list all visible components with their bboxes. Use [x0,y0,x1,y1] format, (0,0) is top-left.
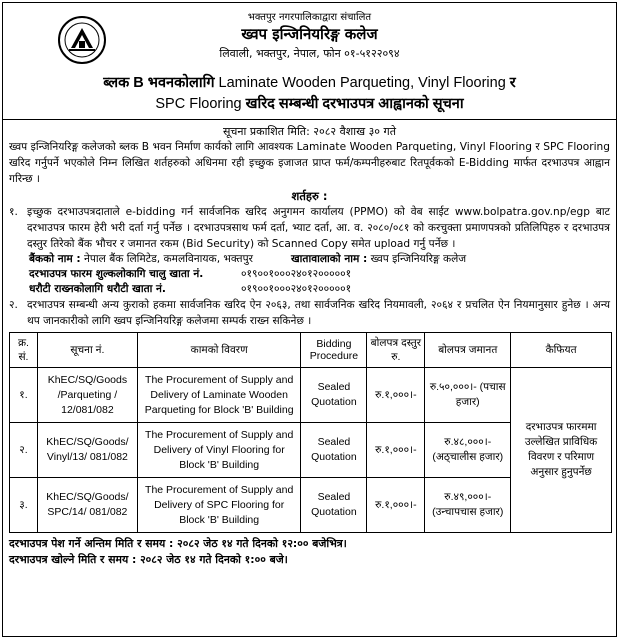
condition-item [3,297,616,329]
cell-description: The Procurement of Supply and Delivery of Laminate Wooden Parqueting for Block 'B' Building [137,368,301,423]
bid-table [9,332,612,533]
cell-security: रु.४९,०००।- (उन्चापचास हजार) [425,478,511,533]
cell-fee: रु.१,०००।- [367,368,425,423]
fee-account-value: ०१९००१०००२४०१२०००००१ [241,268,352,280]
cell-notice-no: KhEC/SQ/Goods /Parqueting / 12/081/082 [37,368,137,423]
bank-label: बैंकको नाम : [29,253,81,265]
deposit-account-row [3,282,616,297]
title-line2-post: खरिद सम्बन्धी दरभाउपत्र आह्वानको सूचना [245,96,464,112]
cell-security: रु.४८,०००।- (अठ्चालीस हजार) [425,423,511,478]
fee-account-label: दरभाउपत्र फारम शुल्कलोकागि चालु खाता नं. [29,268,204,280]
col-remarks: कैफियत [511,333,612,368]
col-description: कामको विवरण [137,333,301,368]
cell-serial: १. [10,368,38,423]
condition-text: इच्छुक दरभाउपत्रदाताले e-bidding गर्न सार्वजनिक खरिद अनुगमन कार्यालय (PPMO) को वेब साईट www.bolpatra.gov.np/egp बाट दरभाउपत्र फारम हेरी भरी दर्ता गर्नु पर्नेछ । दरभाउपत्रसाथ फर्म दर्ता, भ्याट दर्ता, आ. व. २०८०/०८१ को करचुक्ता प्रमाणपत्रको प्रतिलिपिहरु र दरभाउपत्र दस्तुर तिरेको बैंक भौचर र जमानत रकम (Bid Security) को Scanned Copy समेत upload गर्नु पर्नेछ । [27,206,610,250]
col-security: बोलपत्र जमानत [425,333,511,368]
published-date: सूचना प्रकाशित मिति: २०८२ वैशाख ३० गते [223,125,396,138]
title-line1-post: र [509,75,516,91]
fee-account-row [3,267,616,282]
title-line1-en: Laminate Wooden Parqueting, Vinyl Flooring [218,75,506,91]
cell-procedure: Sealed Quotation [301,478,367,533]
bank-name-row [3,252,616,267]
table-header-row [10,333,612,368]
bank-value: नेपाल बैंक लिमिटेड, कमलविनायक, भक्तपुर [84,253,253,265]
col-notice-no: सूचना नं. [37,333,137,368]
deposit-account-value: ०१९००१०००२४०१२०००००१ [241,283,352,295]
condition-number: १. [9,206,18,218]
col-serial: क्र. सं. [10,333,38,368]
college-address: लिवाली, भक्तपुर, नेपाल, फोन ०१-५१२२०९४ [219,47,400,60]
deposit-account-label: धरौटी राख्नकोलागि धरौटी खाता नं. [29,283,166,295]
college-emblem-icon [57,15,107,65]
cell-fee: रु.१,०००।- [367,478,425,533]
col-procedure: Bidding Procedure [301,333,367,368]
intro-paragraph: ख्वप इन्जिनियरिङ्ग कलेजको ब्लक B भवन निर्माण कार्यको लागि आवश्यक Laminate Wooden Parqueting, Vinyl Flooring र SPC Flooring खरिद गर्नुपर्ने भएकोले निम्न लिखित शर्तहरुको अधिनमा रही इच्छुक इजाजत प्राप्त फर्म/कम्पनीहरुबाट रितपूर्वकको E-Bidding मार्फत दरभाउपत्र आह्वान गरिन्छ । [9,141,610,185]
cell-description: The Procurement of Supply and Delivery of SPC Flooring for Block 'B' Building [137,478,301,533]
submission-deadline: दरभाउपत्र पेश गर्ने अन्तिम मिति र समय : २०८२ जेठ १४ गते दिनको १२:०० बजेभित्र। [9,537,347,550]
account-holder-value: ख्वप इन्जिनियरिङ्ग कलेज [370,253,467,265]
title-divider [3,119,616,120]
cell-procedure: Sealed Quotation [301,368,367,423]
table-row [10,368,612,423]
cell-description: The Procurement of Supply and Delivery of Vinyl Flooring for Block 'B' Building [137,423,301,478]
cell-notice-no: KhEC/SQ/Goods/ SPC/14/ 081/082 [37,478,137,533]
header [3,9,616,73]
cell-procedure: Sealed Quotation [301,423,367,478]
notice-title [3,73,616,115]
col-fee: बोलपत्र दस्तुर रु. [367,333,425,368]
cell-serial: २. [10,423,38,478]
cell-remarks: दरभाउपत्र फारममा उल्लेखित प्राविधिक विवरण र परिमाण अनुसार हुनुपर्नेछ [511,368,612,533]
conditions-heading: शर्तहरु : [291,189,328,203]
supervision-line: भक्तपुर नगरपालिकाद्वारा संचालित [247,12,372,23]
cell-fee: रु.१,०००।- [367,423,425,478]
cell-security: रु.५०,०००।- (पचास हजार) [425,368,511,423]
condition-item [3,204,616,252]
opening-date: दरभाउपत्र खोल्ने मिति र समय : २०८२ जेठ १४ गते दिनको १:०० बजे। [9,553,288,566]
college-name: ख्वप इन्जिनियरिङ्ग कलेज [241,25,378,43]
title-line2-en: SPC Flooring [155,96,242,112]
title-line1-pre: ब्लक B भवनकोलागि [103,75,215,91]
account-holder-label: खातावालाको नाम : [291,253,368,265]
notice-page [2,2,617,637]
condition-number: २. [9,299,18,311]
condition-text: दरभाउपत्र सम्बन्धी अन्य कुराको हकमा सार्वजनिक खरिद ऐन २०६३, तथा सार्वजनिक खरिद नियमावली, २०६४ र प्रचलित ऐन नियमानुसार हुनेछ । अन्य थप जानकारीको लागि ख्वप इन्जिनियरिङ्ग कलेजमा सम्पर्क राख्न सकिनेछ । [27,299,610,327]
cell-serial: ३. [10,478,38,533]
cell-notice-no: KhEC/SQ/Goods/ Vinyl/13/ 081/082 [37,423,137,478]
